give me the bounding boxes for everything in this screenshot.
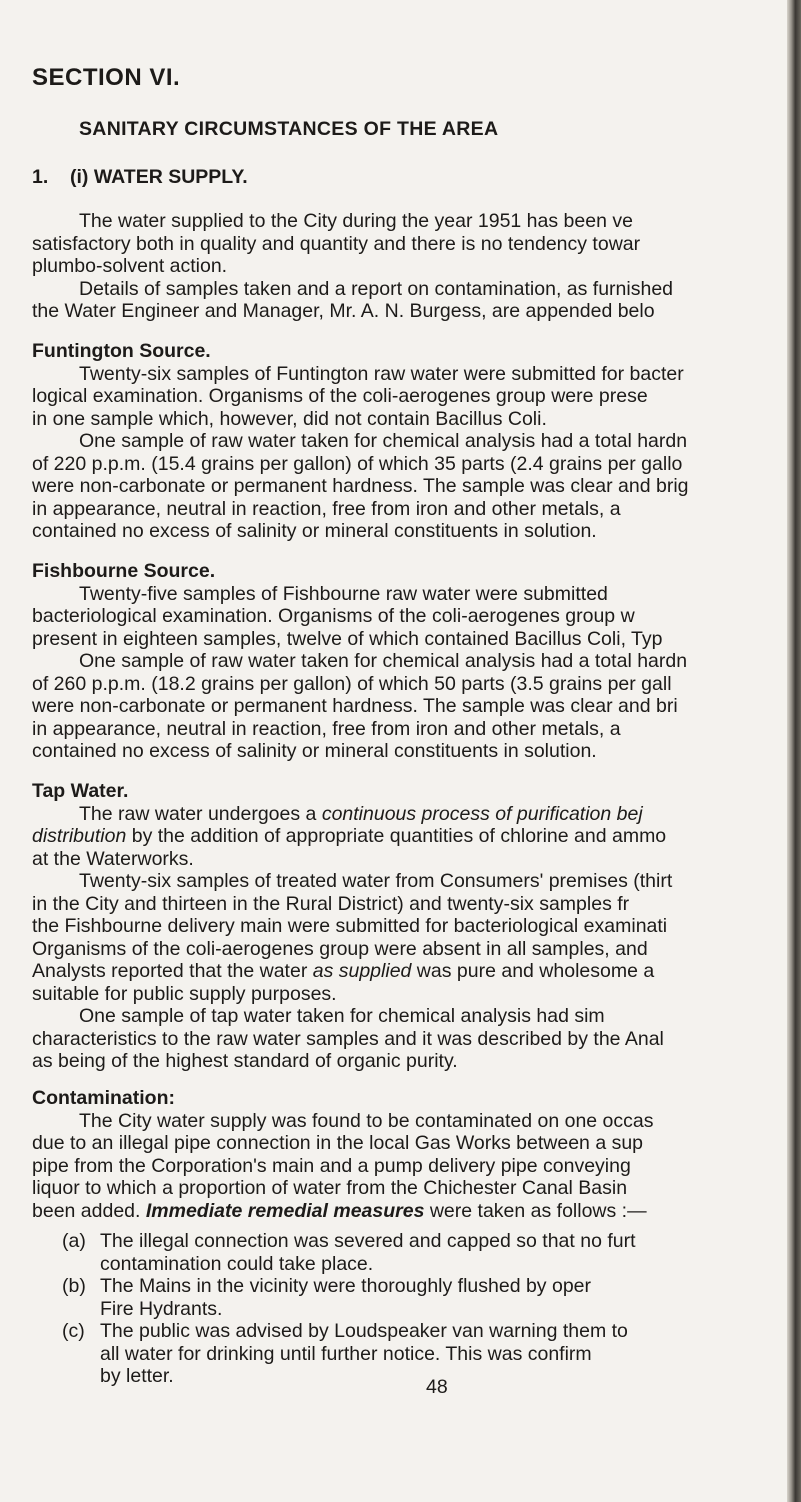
intro-line: satisfactory both in quality and quantity and there is no tendency towar <box>32 232 641 255</box>
fishbourne-line: Twenty-five samples of Fishbourne raw water were submitted <box>79 582 608 605</box>
list-item-line: by letter. <box>100 1365 174 1387</box>
tap-water-line: suitable for public supply purposes. <box>32 982 337 1005</box>
tap-water-line <box>32 803 792 826</box>
fishbourne-title: Fishbourne Source. <box>32 560 216 582</box>
tap-water-line: in the City and thirteen in the Rural District) and twenty-six samples fr <box>32 892 630 915</box>
contamination-section <box>32 1087 792 1222</box>
tap-water-line: One sample of tap water taken for chemical analysis had sim <box>79 1005 605 1027</box>
list-item-label: (a) <box>62 1230 86 1252</box>
contamination-emphasis: Immediate remedial measures <box>145 1199 425 1222</box>
page-number: 48 <box>426 1376 448 1398</box>
tap-water-title: Tap Water. <box>32 780 129 802</box>
contamination-title: Contamination: <box>32 1087 175 1109</box>
list-item-line: all water for drinking until further notice. This was confirm <box>100 1342 592 1365</box>
contamination-line: liquor to which a proportion of water from the Chichester Canal Basin <box>32 1177 628 1199</box>
contamination-line: The City water supply was found to be contaminated on one occas <box>79 1109 654 1132</box>
list-item <box>32 1275 792 1320</box>
tap-water-line: as being of the highest standard of organic purity. <box>32 1050 458 1072</box>
tap-line-italic: distribution <box>32 825 127 847</box>
intro-line: plumbo-solvent action. <box>32 255 228 277</box>
list-item-label: (c) <box>62 1320 85 1342</box>
contamination-line: pipe from the Corporation's main and a pump delivery pipe conveying <box>32 1154 631 1177</box>
fishbourne-line: One sample of raw water taken for chemical analysis had a total hardn <box>79 650 688 672</box>
funtington-line: contained no excess of salinity or mineral constituents in solution. <box>32 520 597 542</box>
fishbourne-line: present in eighteen samples, twelve of which contained Bacillus Coli, Typ <box>32 627 663 650</box>
fishbourne-line: of 260 p.p.m. (18.2 grains per gallon) of which 50 parts (3.5 grains per gall <box>32 672 672 695</box>
remedial-measures-list <box>32 1230 792 1388</box>
fishbourne-line: in appearance, neutral in reaction, free from iron and other metals, a <box>32 717 621 740</box>
tap-water-line <box>32 960 792 983</box>
tap-water-line: Organisms of the coli-aerogenes group were absent in all samples, and <box>32 937 648 960</box>
funtington-line: One sample of raw water taken for chemical analysis had a total hardn <box>79 430 688 452</box>
tap-line-italic: as supplied <box>312 960 412 982</box>
funtington-line: of 220 p.p.m. (15.4 grains per gallon) of which 35 parts (2.4 grains per gallo <box>32 452 683 475</box>
list-item-label: (b) <box>62 1275 86 1297</box>
funtington-section <box>32 340 792 543</box>
subheading-water-supply <box>32 166 248 189</box>
subheading-label: (i) WATER SUPPLY. <box>70 166 248 188</box>
list-item <box>32 1320 792 1388</box>
main-heading: SANITARY CIRCUMSTANCES OF THE AREA <box>79 118 499 140</box>
contamination-text: been added. <box>32 1199 146 1222</box>
list-item-line: The Mains in the vicinity were thoroughly flushed by oper <box>100 1275 592 1297</box>
list-item-line: Fire Hydrants. <box>100 1297 223 1320</box>
funtington-line: were non-carbonate or permanent hardness. The sample was clear and brig <box>32 475 689 497</box>
funtington-title: Funtington Source. <box>32 340 211 362</box>
intro-line: The water supplied to the City during the year 1951 has been ve <box>79 210 633 232</box>
tap-water-line: Twenty-six samples of treated water from Consumers' premises (thirt <box>79 870 673 892</box>
contamination-line: due to an illegal pipe connection in the local Gas Works between a sup <box>32 1132 644 1154</box>
fishbourne-line: contained no excess of salinity or mineral constituents in solution. <box>32 740 597 762</box>
tap-line-text: by the addition of appropriate quantities of chlorine and ammo <box>126 825 667 847</box>
subheading-number: 1. <box>32 166 49 188</box>
tap-water-line <box>32 825 792 848</box>
fishbourne-line: were non-carbonate or permanent hardness. The sample was clear and bri <box>32 695 678 717</box>
tap-line-text: was pure and wholesome a <box>411 960 655 982</box>
funtington-line: in one sample which, however, did not contain Bacillus Coli. <box>32 407 547 430</box>
contamination-text: were taken as follows :— <box>424 1199 647 1222</box>
tap-water-section <box>32 780 792 1073</box>
list-item <box>32 1230 792 1275</box>
fishbourne-line: bacteriological examination. Organisms of the coli-aerogenes group w <box>32 605 635 627</box>
tap-line-text: The raw water undergoes a <box>79 802 322 825</box>
contamination-line <box>32 1200 792 1223</box>
intro-line: Details of samples taken and a report on contamination, as furnished <box>79 277 674 300</box>
tap-line-text: Analysts reported that the water <box>32 960 313 982</box>
tap-water-line: characteristics to the raw water samples and it was described by the Anal <box>32 1027 664 1050</box>
list-item-line: contamination could take place. <box>100 1252 374 1275</box>
list-item-line: The public was advised by Loudspeaker van warning them to <box>100 1320 628 1342</box>
funtington-line: in appearance, neutral in reaction, free from iron and other metals, a <box>32 497 621 520</box>
fishbourne-section <box>32 560 792 763</box>
section-title: SECTION VI. <box>32 64 181 91</box>
tap-line-italic: continuous process of purification bej <box>321 802 643 825</box>
list-item-line: The illegal connection was severed and capped so that no furt <box>100 1230 636 1252</box>
funtington-line: logical examination. Organisms of the coli-aerogenes group were prese <box>32 385 648 407</box>
intro-line: the Water Engineer and Manager, Mr. A. N. Burgess, are appended belo <box>32 300 655 322</box>
tap-water-line: at the Waterworks. <box>32 847 194 870</box>
funtington-line: Twenty-six samples of Funtington raw water were submitted for bacter <box>79 362 684 385</box>
intro-paragraph <box>32 210 792 323</box>
tap-water-line: the Fishbourne delivery main were submitted for bacteriological examinati <box>32 915 668 937</box>
